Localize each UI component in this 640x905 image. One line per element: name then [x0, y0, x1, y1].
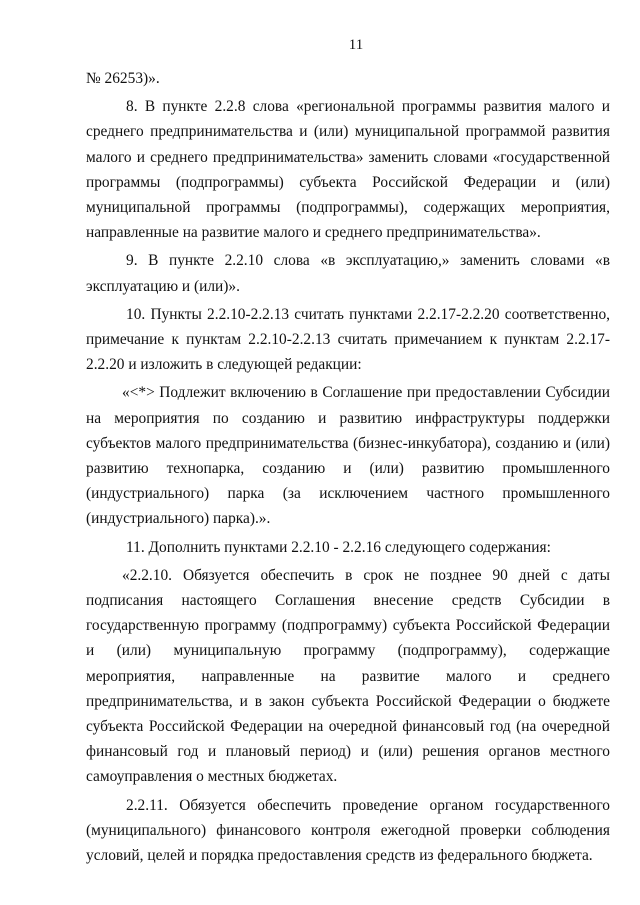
paragraph-clause-2-2-11: 2.2.11. Обязуется обеспечить проведение органом государственного (муниципального) финансового контроля ежегодной проверки соблюдения условий, целей и порядка предоставления средств из федерального бюджета.: [86, 796, 610, 865]
paragraph-note: «<*> Подлежит включению в Соглашение при предоставлении Субсидии на мероприятия по созданию и развитию инфраструктуры поддержки субъектов малого предпринимательства (бизнес-инкубатора), созданию и (или) развитию технопарка, созданию и (или) развитию промышленного (индустриального) парка (за исключением частного промышленного (индустриального) парка).».: [86, 384, 610, 528]
paragraph-item-10: 10. Пункты 2.2.10-2.2.13 считать пунктами 2.2.17-2.2.20 соответственно, примечание к пунктам 2.2.10-2.2.13 считать примечанием к пунктам 2.2.17-2.2.20 и изложить в следующей редакции:: [86, 305, 610, 374]
paragraph-clause-2-2-10: «2.2.10. Обязуется обеспечить в срок не позднее 90 дней с даты подписания настоящего Соглашения внесение средств Субсидии в государственную программу (подпрограмму) субъекта Российской Федерации и (или) муниципальную программу (подпрограмму), содержащие мероприятия, направленные на развитие малого и среднего предпринимательства, и в закон субъекта Российской Федерации о бюджете субъекта Российской Федерации на очередной финансовый год (на очередной финансовый год и плановый период) и (или) решения органов местного самоуправления о местных бюджетах.: [86, 566, 610, 786]
paragraph-item-8: 8. В пункте 2.2.8 слова «региональной программы развития малого и среднего предпринимательства и (или) муниципальной программой развития малого и среднего предпринимательства» заменить словами «государственной программы (подпрограммы) субъекта Российской Федерации и (или) муниципальной программы (подпрограммы), содержащих мероприятия, направленные на развитие малого и среднего предпринимательства».: [86, 98, 610, 242]
paragraph-reference-end: № 26253)».: [86, 70, 160, 87]
paragraph-item-11: 11. Дополнить пунктами 2.2.10 - 2.2.16 следующего содержания:: [126, 538, 551, 556]
paragraph-item-9: 9. В пункте 2.2.10 слова «в эксплуатацию,» заменить словами «в эксплуатацию и (или)».: [86, 252, 610, 295]
page-number: 11: [348, 37, 364, 53]
